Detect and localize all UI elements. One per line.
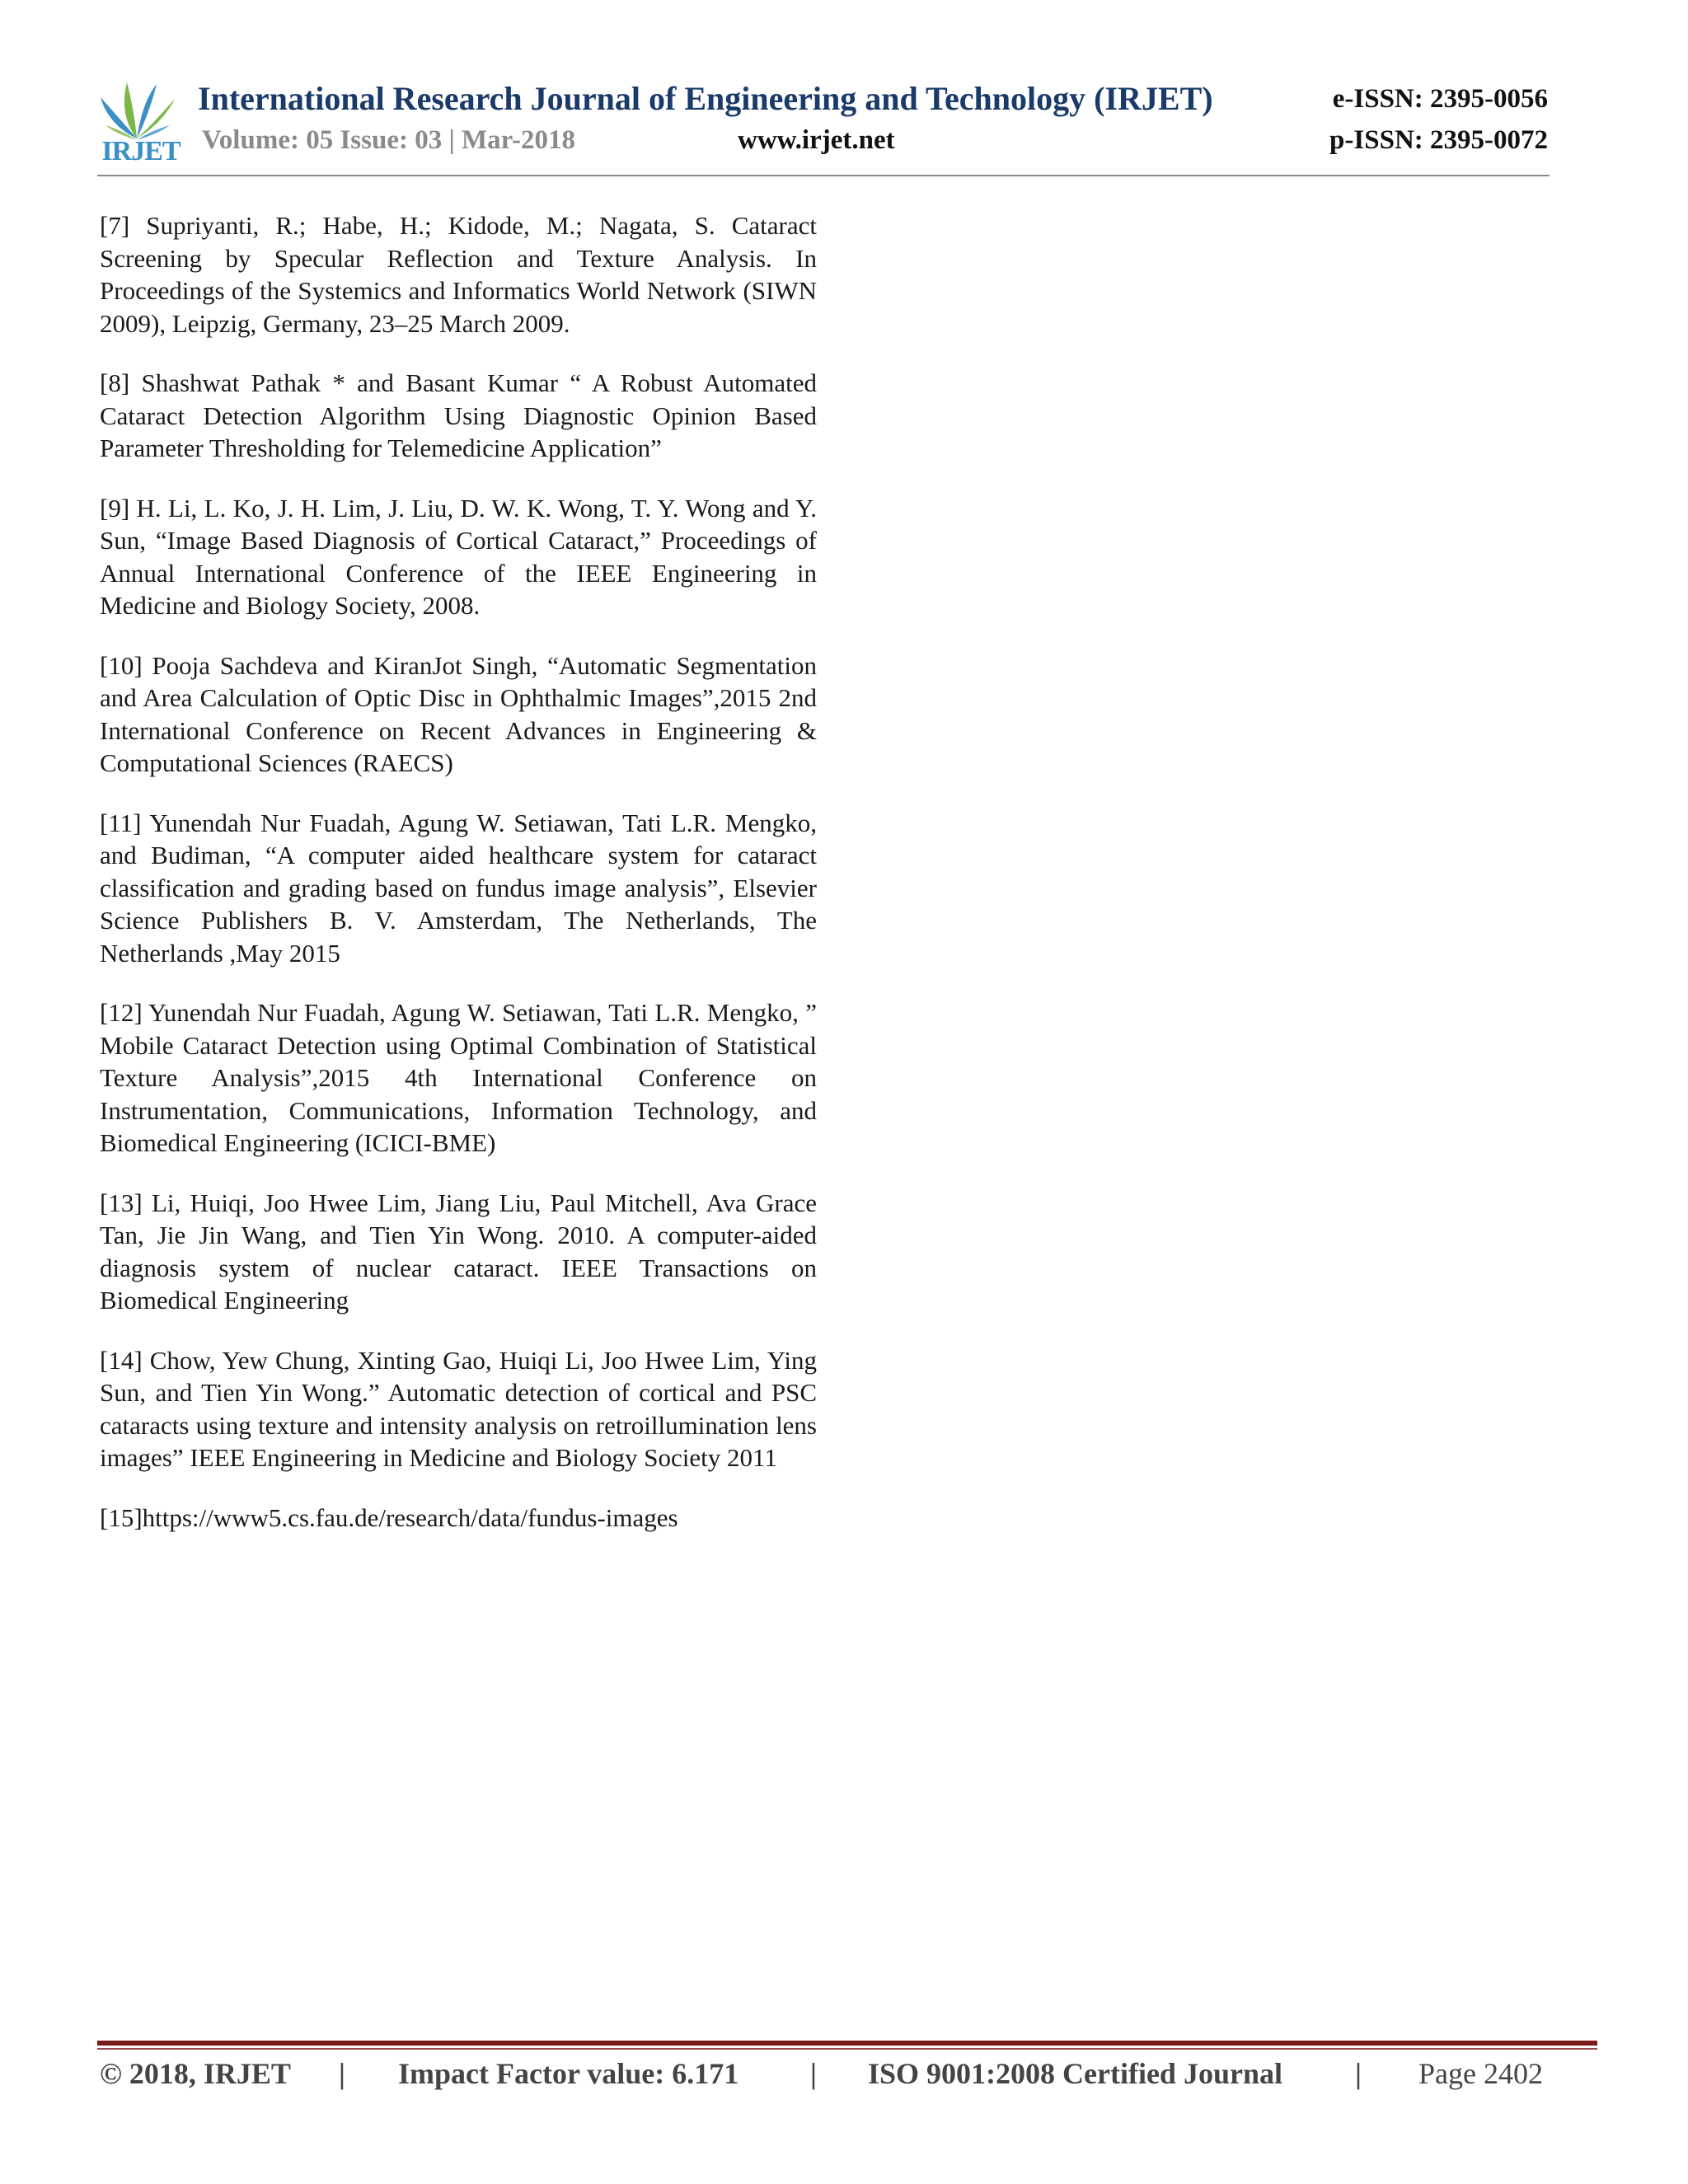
footer-separator: | bbox=[339, 2057, 345, 2090]
page-header bbox=[0, 0, 1688, 181]
header-divider bbox=[97, 175, 1550, 176]
footer-separator: | bbox=[1355, 2057, 1362, 2090]
e-issn: e-ISSN: 2395-0056 bbox=[1332, 84, 1548, 114]
reference-12: [12] Yunendah Nur Fuadah, Agung W. Setiawan, Tati L.R. Mengko, ” Mobile Cataract Detection using Optimal Combination of Statistical Texture Analysis”,2015 4th International Conference on Instrumentation, Communications, Information Technology, and Biomedical Engineering (ICICI-BME) bbox=[100, 998, 817, 1157]
p-issn: p-ISSN: 2395-0072 bbox=[1329, 125, 1548, 155]
reference-9: [9] H. Li, L. Ko, J. H. Lim, J. Liu, D. W. K. Wong, T. Y. Wong and Y. Sun, “Image Based Diagnosis of Cortical Cataract,” Proceedings of Annual International Conference of the IEEE Engineering in Medicine and Biology Society, 2008. bbox=[100, 493, 817, 620]
reference-13: [13] Li, Huiqi, Joo Hwee Lim, Jiang Liu, Paul Mitchell, Ava Grace Tan, Jie Jin Wang, and Tien Yin Wong. 2010. A computer-aided diagnosis system of nuclear cataract. IEEE Transactions on Biomedical Engineering bbox=[100, 1188, 817, 1315]
journal-title: International Research Journal of Engineering and Technology (IRJET) bbox=[198, 80, 1213, 117]
footer-copyright: © 2018, IRJET bbox=[100, 2057, 291, 2090]
logo-wordmark: IRJET bbox=[101, 136, 181, 166]
journal-website: www.irjet.net bbox=[738, 125, 895, 155]
reference-11: [11] Yunendah Nur Fuadah, Agung W. Setiawan, Tati L.R. Mengko, and Budiman, “A computer aided healthcare system for cataract classification and grading based on fundus image analysis”, Elsevier Science Publishers B. V. Amsterdam, The Netherlands, The Netherlands ,May 2015 bbox=[100, 808, 817, 968]
footer-impact-factor: Impact Factor value: 6.171 bbox=[398, 2057, 739, 2090]
page-footer bbox=[100, 2056, 1559, 2097]
reference-14: [14] Chow, Yew Chung, Xinting Gao, Huiqi Li, Joo Hwee Lim, Ying Sun, and Tien Yin Wong.” Automatic detection of cortical and PSC cataracts using texture and intensity analysis on retroillumination lens images” IEEE Engineering in Medicine and Biology Society 2011 bbox=[100, 1345, 817, 1472]
footer-separator: | bbox=[810, 2057, 817, 2090]
reference-15: [15]https://www5.cs.fau.de/research/data/fundus-images bbox=[100, 1502, 678, 1532]
volume-issue: Volume: 05 Issue: 03 | Mar-2018 bbox=[202, 125, 576, 155]
reference-10: [10] Pooja Sachdeva and KiranJot Singh, “Automatic Segmentation and Area Calculation of Optic Disc in Ophthalmic Images”,2015 2nd International Conference on Recent Advances in Engineering & Computational Sciences (RAECS) bbox=[100, 650, 817, 777]
reference-7: [7] Supriyanti, R.; Habe, H.; Kidode, M.; Nagata, S. Cataract Screening by Specular Reflection and Texture Analysis. In Proceedings of the Systemics and Informatics World Network (SIWN 2009), Leipzig, Germany, 23–25 March 2009. bbox=[100, 211, 817, 338]
footer-iso-certification: ISO 9001:2008 Certified Journal bbox=[868, 2057, 1282, 2090]
footer-divider bbox=[97, 2041, 1597, 2046]
page-number: Page 2402 bbox=[1418, 2057, 1543, 2090]
reference-list bbox=[100, 209, 817, 1561]
reference-8: [8] Shashwat Pathak * and Basant Kumar “ A Robust Automated Cataract Detection Algorithm Using Diagnostic Opinion Based Parameter Thresholding for Telemedicine Application” bbox=[100, 368, 817, 462]
footer-divider-thin bbox=[97, 2048, 1597, 2050]
